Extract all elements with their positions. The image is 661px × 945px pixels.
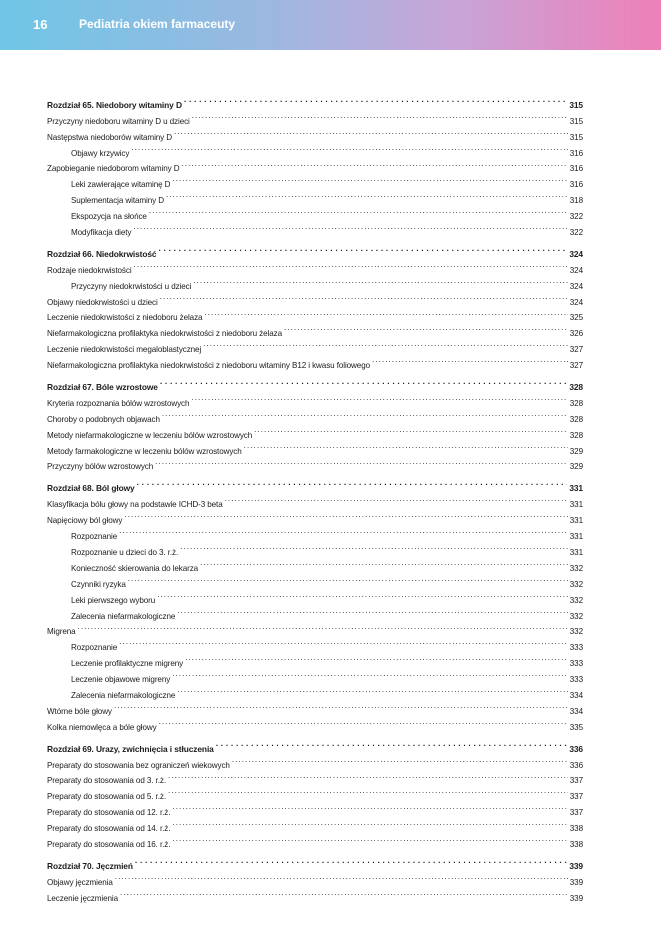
toc-entry-page: 315 bbox=[569, 116, 583, 126]
toc-entry-page: 334 bbox=[569, 690, 583, 700]
dot-leader bbox=[181, 156, 567, 172]
toc-entry[interactable] bbox=[47, 619, 583, 635]
dot-leader bbox=[120, 885, 568, 901]
dot-leader bbox=[216, 736, 568, 752]
dot-leader bbox=[284, 320, 568, 336]
toc-entry-page: 335 bbox=[569, 722, 583, 732]
table-of-contents bbox=[47, 92, 583, 901]
dot-leader bbox=[119, 634, 568, 650]
dot-leader bbox=[177, 682, 568, 698]
toc-entry-label: Migrena bbox=[47, 627, 76, 637]
dot-leader bbox=[137, 475, 568, 491]
toc-entry-label: Kryteria rozpoznania bólów wzrostowych bbox=[47, 398, 190, 408]
dot-leader bbox=[115, 869, 568, 885]
toc-chapter-entry[interactable] bbox=[47, 92, 583, 108]
toc-entry-label: Przyczyny bólów wzrostowych bbox=[47, 462, 154, 472]
toc-entry-label: Następstwa niedoborów witaminy D bbox=[47, 132, 173, 142]
dot-leader bbox=[225, 491, 568, 507]
toc-entry-page: 331 bbox=[569, 532, 583, 542]
toc-entry-label: Napięciowy ból głowy bbox=[47, 516, 123, 526]
toc-entry-label: Preparaty do stosowania od 12. r.ż. bbox=[47, 808, 171, 818]
toc-entry-label: Rozdział 70. Jęczmień bbox=[47, 860, 133, 871]
toc-entry-page: 339 bbox=[569, 893, 583, 903]
toc-entry-label: Kolka niemowlęca a bóle głowy bbox=[47, 722, 157, 732]
toc-entry-label: Leczenie niedokrwistości megaloblastycznej bbox=[47, 345, 202, 355]
toc-entry-label: Leczenie niedokrwistości z niedoboru żelaza bbox=[47, 313, 203, 323]
toc-entry-page: 324 bbox=[569, 297, 583, 307]
toc-entry[interactable] bbox=[47, 885, 583, 901]
dot-leader bbox=[160, 289, 568, 305]
toc-entry-label: Rozdział 65. Niedobory witaminy D bbox=[47, 99, 182, 110]
dot-leader bbox=[160, 374, 567, 390]
toc-entry-label: Objawy jęczmienia bbox=[47, 877, 113, 887]
toc-entry-label: Rozpoznanie bbox=[71, 643, 118, 653]
dot-leader bbox=[232, 752, 568, 768]
dot-leader bbox=[168, 768, 568, 784]
dot-leader bbox=[191, 390, 567, 406]
toc-entry-page: 336 bbox=[569, 760, 583, 770]
toc-entry-page: 331 bbox=[569, 483, 583, 494]
toc-entry-page: 332 bbox=[569, 627, 583, 637]
toc-entry-label: Leki pierwszego wyboru bbox=[71, 595, 156, 605]
dot-leader bbox=[174, 124, 568, 140]
toc-entry-label: Leki zawierające witaminę D bbox=[71, 180, 171, 190]
toc-entry[interactable] bbox=[47, 507, 583, 526]
toc-entry-page: 325 bbox=[569, 313, 583, 323]
dot-leader bbox=[254, 422, 568, 438]
toc-chapter-entry[interactable] bbox=[47, 736, 583, 752]
dot-leader bbox=[172, 171, 567, 187]
dot-leader bbox=[166, 187, 568, 203]
toc-entry[interactable] bbox=[47, 634, 583, 653]
toc-entry-page: 337 bbox=[569, 808, 583, 818]
toc-chapter-entry[interactable] bbox=[47, 853, 583, 869]
toc-entry-label: Przyczyny niedoboru witaminy D u dzieci bbox=[47, 116, 190, 126]
toc-entry-label: Leczenie jęczmienia bbox=[47, 893, 118, 903]
dot-leader bbox=[185, 650, 568, 666]
dot-leader bbox=[131, 140, 567, 156]
dot-leader bbox=[192, 108, 568, 124]
dot-leader bbox=[372, 352, 568, 368]
toc-entry-page: 333 bbox=[569, 643, 583, 653]
toc-entry-page: 328 bbox=[569, 430, 583, 440]
dot-leader bbox=[78, 619, 568, 635]
toc-entry-label: Rozpoznanie u dzieci do 3. r.ż. bbox=[71, 547, 179, 557]
toc-entry-label: Zalecenia niefarmakologiczne bbox=[71, 611, 176, 621]
toc-entry-page: 337 bbox=[569, 776, 583, 786]
toc-chapter-entry[interactable] bbox=[47, 475, 583, 494]
dot-leader bbox=[200, 555, 568, 571]
toc-entry-label: Zalecenia niefarmakologiczne bbox=[71, 690, 176, 700]
dot-leader bbox=[133, 219, 567, 235]
toc-entry-label: Rodzaje niedokrwistości bbox=[47, 265, 132, 275]
toc-entry-page: 337 bbox=[569, 792, 583, 802]
toc-entry-label: Metody niefarmakologiczne w leczeniu bólów wzrostowych bbox=[47, 430, 253, 440]
toc-entry-label: Ekspozycja na słońce bbox=[71, 212, 147, 222]
toc-entry-label: Rozdział 69. Urazy, zwichnięcia i stłuczenia bbox=[47, 743, 214, 754]
dot-leader bbox=[177, 603, 568, 619]
toc-entry[interactable] bbox=[47, 523, 583, 542]
toc-entry-label: Leczenie profilaktyczne migreny bbox=[71, 659, 184, 669]
toc-entry-label: Leczenie objawowe migreny bbox=[71, 675, 171, 685]
toc-entry-page: 331 bbox=[569, 547, 583, 557]
toc-entry-label: Czynniki ryzyka bbox=[71, 579, 126, 589]
toc-entry[interactable] bbox=[47, 869, 583, 885]
toc-entry-page: 338 bbox=[569, 824, 583, 834]
toc-entry-page: 324 bbox=[569, 281, 583, 291]
dot-leader bbox=[203, 336, 568, 352]
toc-entry[interactable] bbox=[47, 539, 583, 555]
toc-entry-page: 316 bbox=[569, 148, 583, 158]
toc-entry-page: 331 bbox=[569, 516, 583, 526]
toc-entry-page: 328 bbox=[569, 414, 583, 424]
toc-entry-label: Przyczyny niedokrwistości u dzieci bbox=[71, 281, 192, 291]
toc-entry-page: 334 bbox=[569, 706, 583, 716]
toc-entry-label: Rozpoznanie bbox=[71, 532, 118, 542]
toc-entry-label: Suplementacja witaminy D bbox=[71, 196, 164, 206]
toc-entry-label: Objawy krzywicy bbox=[71, 148, 130, 158]
toc-entry-label: Konieczność skierowania do lekarza bbox=[71, 563, 199, 573]
dot-leader bbox=[128, 571, 568, 587]
toc-entry-page: 316 bbox=[569, 164, 583, 174]
dot-leader bbox=[158, 241, 567, 257]
toc-entry-page: 322 bbox=[569, 212, 583, 222]
dot-leader bbox=[114, 698, 568, 714]
toc-entry-label: Zapobieganie niedoborom witaminy D bbox=[47, 164, 180, 174]
toc-entry-page: 332 bbox=[569, 579, 583, 589]
dot-leader bbox=[159, 714, 568, 730]
toc-entry-page: 316 bbox=[569, 180, 583, 190]
toc-entry-page: 331 bbox=[569, 500, 583, 510]
toc-entry-page: 324 bbox=[569, 265, 583, 275]
toc-entry-page: 332 bbox=[569, 611, 583, 621]
toc-entry-page: 327 bbox=[569, 361, 583, 371]
toc-chapter-entry[interactable] bbox=[47, 241, 583, 257]
dot-leader bbox=[168, 783, 568, 799]
toc-entry[interactable] bbox=[47, 571, 583, 587]
toc-entry-page: 322 bbox=[569, 228, 583, 238]
dot-leader bbox=[172, 815, 567, 831]
dot-leader bbox=[204, 305, 567, 321]
toc-entry-label: Preparaty do stosowania od 16. r.ż. bbox=[47, 839, 171, 849]
toc-entry-page: 339 bbox=[569, 877, 583, 887]
toc-chapter-entry[interactable] bbox=[47, 374, 583, 393]
toc-entry-label: Preparaty do stosowania od 5. r.ż. bbox=[47, 792, 166, 802]
toc-entry-label: Niefarmakologiczna profilaktyka niedokrwistości z niedoboru żelaza bbox=[47, 329, 282, 339]
toc-entry-label: Choroby o podobnych objawach bbox=[47, 414, 160, 424]
dot-leader bbox=[134, 257, 568, 273]
toc-entry-label: Rozdział 67. Bóle wzrostowe bbox=[47, 382, 158, 393]
toc-entry-page: 327 bbox=[569, 345, 583, 355]
toc-entry-page: 315 bbox=[569, 99, 583, 110]
page-number: 16 bbox=[33, 17, 48, 32]
dot-leader bbox=[172, 831, 567, 847]
book-title: Pediatria okiem farmaceuty bbox=[79, 17, 236, 31]
toc-entry-page: 326 bbox=[569, 329, 583, 339]
toc-entry-page: 339 bbox=[569, 860, 583, 871]
toc-entry-label: Modyfikacja diety bbox=[71, 228, 132, 238]
dot-leader bbox=[135, 853, 567, 869]
toc-entry-page: 318 bbox=[569, 196, 583, 206]
toc-entry[interactable] bbox=[47, 698, 583, 714]
toc-entry-label: Rozdział 66. Niedokrwistość bbox=[47, 248, 157, 259]
dot-leader bbox=[184, 92, 567, 108]
dot-leader bbox=[193, 273, 567, 289]
dot-leader bbox=[149, 203, 568, 219]
toc-entry[interactable] bbox=[47, 714, 583, 730]
toc-entry-label: Wtórne bóle głowy bbox=[47, 706, 112, 716]
toc-entry-page: 333 bbox=[569, 659, 583, 669]
toc-entry-label: Niefarmakologiczna profilaktyka niedokrwistości z niedoboru witaminy B12 i kwasu foliowego bbox=[47, 361, 370, 371]
toc-entry-page: 328 bbox=[569, 398, 583, 408]
toc-entry-page: 332 bbox=[569, 595, 583, 605]
toc-entry-label: Objawy niedokrwistości u dzieci bbox=[47, 297, 158, 307]
toc-entry-label: Klasyfikacja bólu głowy na podstawie ICHD-3 beta bbox=[47, 500, 223, 510]
toc-entry-page: 338 bbox=[569, 839, 583, 849]
toc-entry-page: 328 bbox=[569, 382, 583, 393]
toc-entry-page: 333 bbox=[569, 675, 583, 685]
dot-leader bbox=[155, 454, 568, 470]
toc-entry-page: 329 bbox=[569, 462, 583, 472]
toc-entry-page: 336 bbox=[569, 743, 583, 754]
dot-leader bbox=[157, 587, 568, 603]
toc-entry-label: Preparaty do stosowania od 3. r.ż. bbox=[47, 776, 166, 786]
toc-entry-label: Rozdział 68. Ból głowy bbox=[47, 483, 135, 494]
dot-leader bbox=[172, 799, 567, 815]
dot-leader bbox=[119, 523, 568, 539]
toc-entry[interactable] bbox=[47, 587, 583, 603]
toc-entry-page: 329 bbox=[569, 446, 583, 456]
dot-leader bbox=[124, 507, 567, 523]
page-header bbox=[0, 0, 661, 50]
toc-entry-label: Preparaty do stosowania od 14. r.ż. bbox=[47, 824, 171, 834]
toc-entry-label: Metody farmakologiczne w leczeniu bólów wzrostowych bbox=[47, 446, 242, 456]
dot-leader bbox=[180, 539, 568, 555]
toc-entry-page: 315 bbox=[569, 132, 583, 142]
dot-leader bbox=[172, 666, 568, 682]
toc-entry-page: 324 bbox=[569, 248, 583, 259]
toc-entry[interactable] bbox=[47, 650, 583, 669]
dot-leader bbox=[244, 438, 568, 454]
toc-entry-page: 332 bbox=[569, 563, 583, 573]
dot-leader bbox=[162, 406, 568, 422]
toc-entry-label: Preparaty do stosowania bez ograniczeń wiekowych bbox=[47, 760, 230, 770]
